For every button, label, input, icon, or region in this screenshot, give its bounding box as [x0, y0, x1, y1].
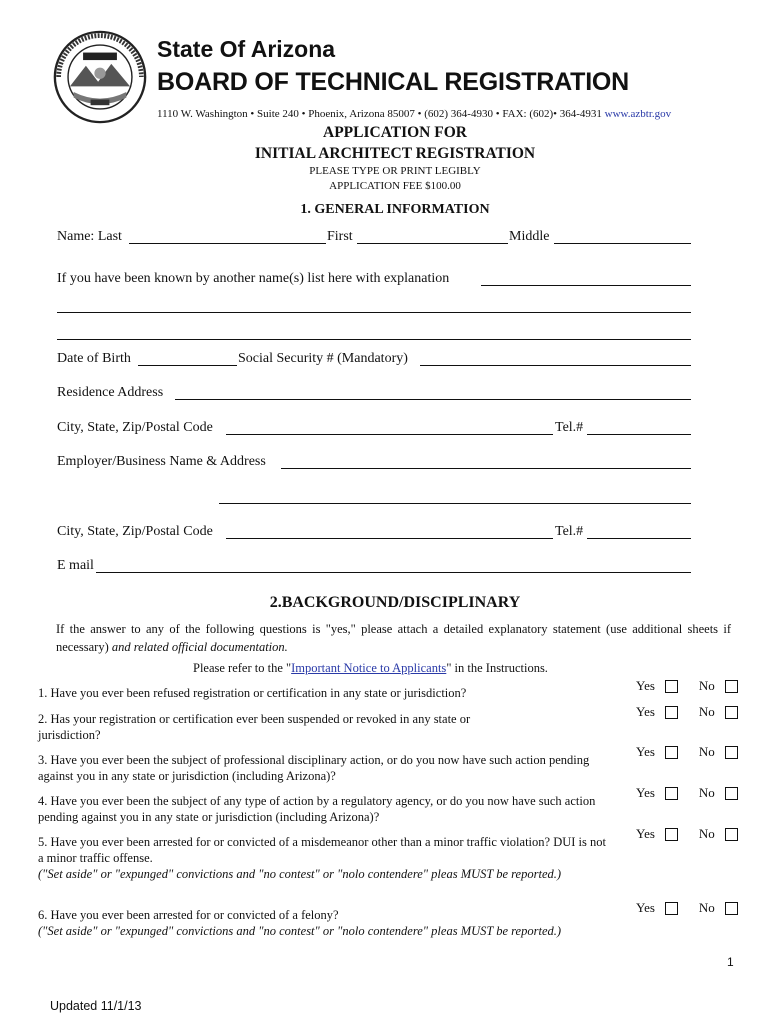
other-names-label: If you have been known by another name(s) list here with explanation: [57, 271, 450, 286]
state-seal-logo: [53, 30, 147, 124]
question-5: [38, 834, 613, 882]
board-address: [157, 108, 671, 120]
no-label: No: [698, 678, 715, 693]
name-last-field[interactable]: [129, 243, 326, 244]
form-title-line2: INITIAL ARCHITECT REGISTRATION: [254, 145, 536, 162]
application-fee-note: APPLICATION FEE $100.00: [329, 180, 461, 192]
refer-pre: Please refer to the ": [193, 661, 292, 675]
question-text: 2. Has your registration or certification ever been suspended or revoked in any state or jurisdiction?: [38, 712, 471, 742]
q1-yes-checkbox[interactable]: [665, 680, 678, 693]
name-first-label: First: [327, 229, 353, 244]
q6-no-checkbox[interactable]: [725, 902, 738, 915]
dob-field[interactable]: [138, 365, 237, 366]
q6-yes-checkbox[interactable]: [665, 902, 678, 915]
employer-city-state-zip-field[interactable]: [226, 538, 553, 539]
no-label: No: [698, 826, 715, 841]
q5-answer: [636, 826, 738, 842]
refer-post: " in the Instructions.: [446, 661, 548, 675]
section1-heading: 1. GENERAL INFORMATION: [300, 202, 490, 217]
question-text: 1. Have you ever been refused registration or certification in any state or jurisdiction?: [38, 686, 467, 700]
page-number: 1: [727, 955, 734, 969]
refer-note: [193, 661, 548, 676]
name-middle-field[interactable]: [554, 243, 691, 244]
other-names-line-3[interactable]: [57, 339, 691, 340]
yes-label: Yes: [636, 704, 655, 719]
employer-address-line-2[interactable]: [219, 503, 691, 504]
question-4: [38, 793, 598, 825]
email-field[interactable]: [96, 572, 691, 573]
employer-telephone-field[interactable]: [587, 538, 691, 539]
yes-label: Yes: [636, 744, 655, 759]
residence-address-label: Residence Address: [57, 385, 164, 400]
q1-no-checkbox[interactable]: [725, 680, 738, 693]
no-label: No: [698, 785, 715, 800]
q2-answer: [636, 704, 738, 720]
no-label: No: [698, 900, 715, 915]
q4-yes-checkbox[interactable]: [665, 787, 678, 800]
q6-answer: [636, 900, 738, 916]
intro-text: If the answer to any of the following questions is "yes," please attach a detailed explanatory statement (use additional sheets if necessary): [56, 622, 731, 654]
question-2: [38, 711, 508, 743]
telephone-label: Tel.#: [555, 420, 584, 435]
q5-yes-checkbox[interactable]: [665, 828, 678, 841]
yes-label: Yes: [636, 900, 655, 915]
ssn-label: Social Security # (Mandatory): [238, 351, 408, 366]
q4-answer: [636, 785, 738, 801]
city-state-zip-label: City, State, Zip/Postal Code: [57, 420, 213, 435]
no-label: No: [698, 744, 715, 759]
q2-yes-checkbox[interactable]: [665, 706, 678, 719]
email-label: E mail: [57, 558, 94, 573]
q3-yes-checkbox[interactable]: [665, 746, 678, 759]
residence-address-field[interactable]: [175, 399, 691, 400]
question-3: [38, 752, 608, 784]
q4-no-checkbox[interactable]: [725, 787, 738, 800]
address-text: 1110 W. Washington • Suite 240 • Phoenix, Arizona 85007 • (602) 364-4930 • FAX: (602)• 364-4931: [157, 108, 605, 120]
state-name: State Of Arizona: [157, 36, 336, 62]
section2-heading: 2.BACKGROUND/DISCIPLINARY: [269, 594, 521, 611]
form-title-line1: APPLICATION FOR: [323, 124, 467, 141]
ssn-field[interactable]: [420, 365, 691, 366]
question-text: 3. Have you ever been the subject of professional disciplinary action, or do you now have such action pending against you in any state or jurisdiction (including Arizona)?: [38, 753, 590, 783]
website-link[interactable]: www.azbtr.gov: [604, 108, 672, 120]
employer-field[interactable]: [281, 468, 691, 469]
updated-date: Updated 11/1/13: [50, 999, 142, 1013]
no-label: No: [698, 704, 715, 719]
question-text: 6. Have you ever been arrested for or convicted of a felony?: [38, 908, 339, 922]
q3-no-checkbox[interactable]: [725, 746, 738, 759]
question-text: 5. Have you ever been arrested for or convicted of a misdemeanor other than a minor traffic violation? DUI is not a minor traffic offense.: [38, 835, 606, 865]
print-legibly-note: PLEASE TYPE OR PRINT LEGIBLY: [309, 165, 481, 177]
q3-answer: [636, 744, 738, 760]
employer-telephone-label: Tel.#: [555, 524, 584, 539]
q5-no-checkbox[interactable]: [725, 828, 738, 841]
question-note: ("Set aside" or "expunged" convictions and "no contest" or "nolo contendere" pleas MUST be reported.): [38, 867, 562, 881]
employer-label: Employer/Business Name & Address: [57, 454, 266, 469]
question-1: [38, 685, 618, 701]
other-names-line-2[interactable]: [57, 312, 691, 313]
yes-label: Yes: [636, 826, 655, 841]
city-state-zip-field[interactable]: [226, 434, 553, 435]
q1-answer: [636, 678, 738, 694]
board-name: BOARD OF TECHNICAL REGISTRATION: [157, 68, 630, 96]
yes-label: Yes: [636, 678, 655, 693]
dob-label: Date of Birth: [57, 351, 131, 366]
section2-intro: [56, 620, 731, 656]
question-note: ("Set aside" or "expunged" convictions and "no contest" or "nolo contendere" pleas MUST be reported.): [38, 924, 562, 938]
important-notice-link[interactable]: Important Notice to Applicants: [291, 661, 447, 675]
q2-no-checkbox[interactable]: [725, 706, 738, 719]
yes-label: Yes: [636, 785, 655, 800]
telephone-field[interactable]: [587, 434, 691, 435]
other-names-field[interactable]: [481, 285, 691, 286]
employer-city-state-zip-label: City, State, Zip/Postal Code: [57, 524, 213, 539]
name-middle-label: Middle: [509, 229, 550, 244]
intro-italic-text: and related official documentation.: [111, 640, 288, 654]
name-first-field[interactable]: [357, 243, 508, 244]
question-text: 4. Have you ever been the subject of any type of action by a regulatory agency, or do you now have such action pending against you in any state or jurisdiction (including Arizona)?: [38, 794, 596, 824]
question-6: [38, 907, 568, 939]
name-last-label: Name: Last: [57, 229, 122, 244]
